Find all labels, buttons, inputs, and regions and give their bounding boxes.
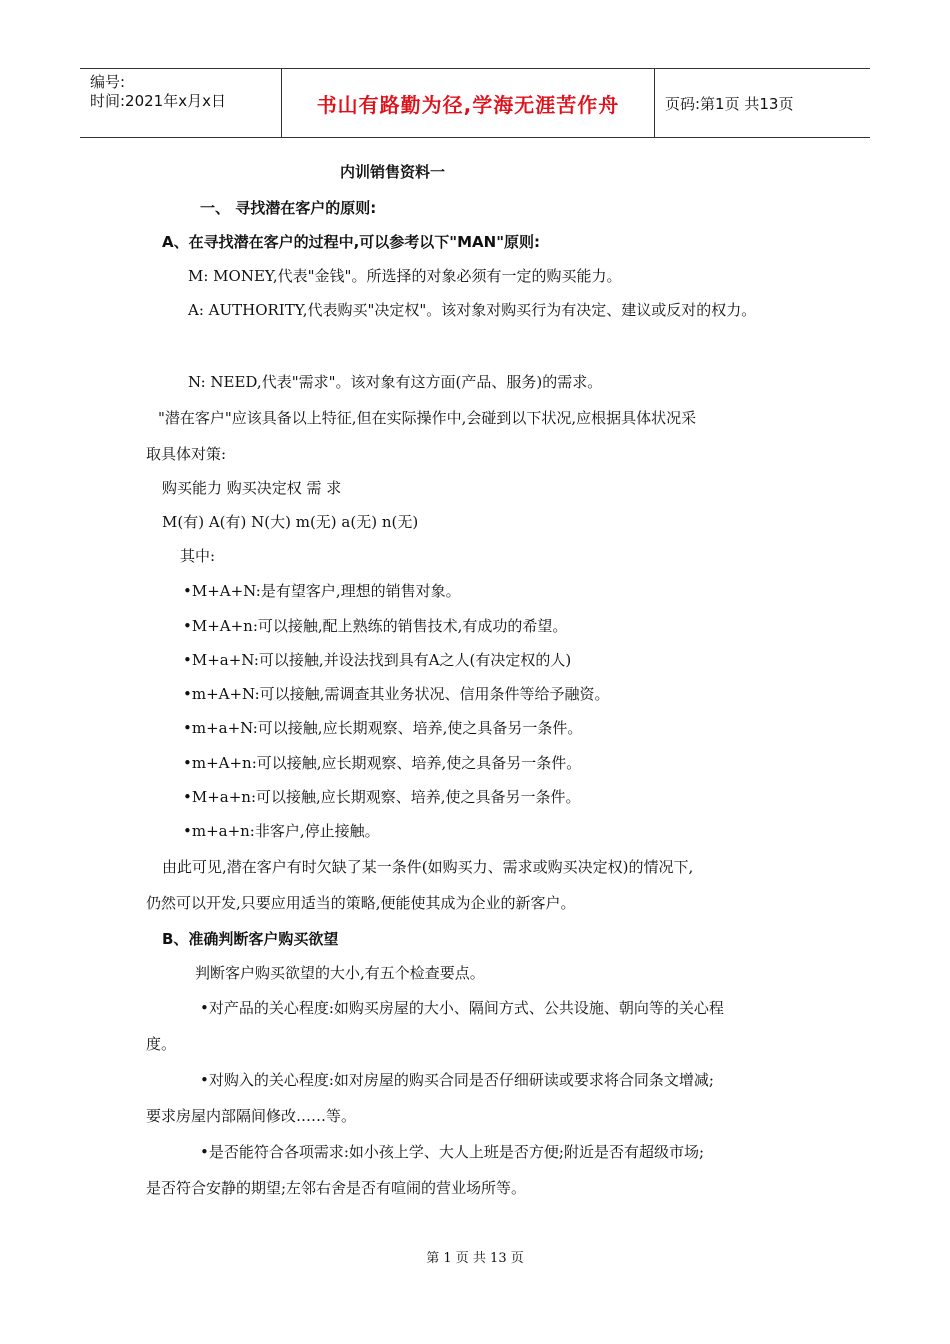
list-item: •M+a+N:可以接触,并设法找到具有A之人(有决定权的人) — [183, 651, 572, 669]
doc-title: 内训销售资料一 — [340, 163, 446, 181]
paragraph-line: 是否符合安静的期望;左邻右舍是否有喧闹的营业场所等。 — [146, 1179, 527, 1197]
man-a-line: A: AUTHORITY,代表购买"决定权"。该对象对购买行为有决定、建议或反对的权力。 — [188, 301, 757, 319]
number-label: 编号: — [90, 73, 126, 91]
time-label: 时间:2021年x月x日 — [90, 92, 226, 110]
paragraph-line: •对产品的关心程度:如购买房屋的大小、隔间方式、公共设施、朝向等的关心程 — [200, 999, 724, 1017]
header-meta — [80, 69, 281, 137]
criteria-headers: 购买能力 购买决定权 需 求 — [162, 479, 342, 497]
list-item: •m+a+N:可以接触,应长期观察、培养,使之具备另一条件。 — [183, 719, 583, 737]
paragraph-line: 判断客户购买欲望的大小,有五个检查要点。 — [195, 964, 485, 982]
man-m-line: M: MONEY,代表"金钱"。所选择的对象必须有一定的购买能力。 — [188, 267, 622, 285]
paragraph-line: 度。 — [146, 1035, 177, 1053]
paragraph-line: "潜在客户"应该具备以上特征,但在实际操作中,会碰到以下状况,应根据具体状况采 — [158, 409, 697, 427]
section-heading: 一、 寻找潜在客户的原则: — [200, 199, 377, 217]
paragraph-line: 取具体对策: — [146, 445, 227, 463]
man-n-line: N: NEED,代表"需求"。该对象有这方面(产品、服务)的需求。 — [188, 373, 603, 391]
footer-page-number: 第 1 页 共 13 页 — [426, 1251, 524, 1266]
header-motto-cell — [281, 69, 655, 137]
paragraph-line: •是否能符合各项需求:如小孩上学、大人上班是否方便;附近是否有超级市场; — [200, 1143, 705, 1161]
page-header — [80, 68, 870, 138]
paragraph-line: 由此可见,潜在客户有时欠缺了某一条件(如购买力、需求或购买决定权)的情况下, — [162, 858, 694, 876]
list-item: •M+A+N:是有望客户,理想的销售对象。 — [183, 582, 461, 600]
among-label: 其中: — [180, 547, 216, 565]
list-item: •M+a+n:可以接触,应长期观察、培养,使之具备另一条件。 — [183, 788, 581, 806]
paragraph-line: 仍然可以开发,只要应用适当的策略,便能使其成为企业的新客户。 — [146, 894, 576, 912]
header-page-info — [655, 69, 870, 137]
paragraph-line: •对购入的关心程度:如对房屋的购买合同是否仔细研读或要求将合同条文增减; — [200, 1071, 714, 1089]
paragraph-line: 要求房屋内部隔间修改……等。 — [146, 1107, 357, 1125]
page-footer — [0, 1247, 950, 1266]
subheading-b: B、准确判断客户购买欲望 — [162, 930, 339, 948]
criteria-values: M(有) A(有) N(大) m(无) a(无) n(无) — [162, 513, 419, 531]
list-item: •M+A+n:可以接触,配上熟练的销售技术,有成功的希望。 — [183, 617, 568, 635]
list-item: •m+A+N:可以接触,需调查其业务状况、信用条件等给予融资。 — [183, 685, 610, 703]
list-item: •m+A+n:可以接触,应长期观察、培养,使之具备另一条件。 — [183, 754, 582, 772]
page-info: 页码:第1页 共13页 — [665, 94, 794, 113]
subheading-a: A、在寻找潜在客户的过程中,可以参考以下"MAN"原则: — [162, 233, 541, 251]
list-item: •m+a+n:非客户,停止接触。 — [183, 822, 380, 840]
motto: 书山有路勤为径,学海无涯苦作舟 — [316, 92, 620, 117]
